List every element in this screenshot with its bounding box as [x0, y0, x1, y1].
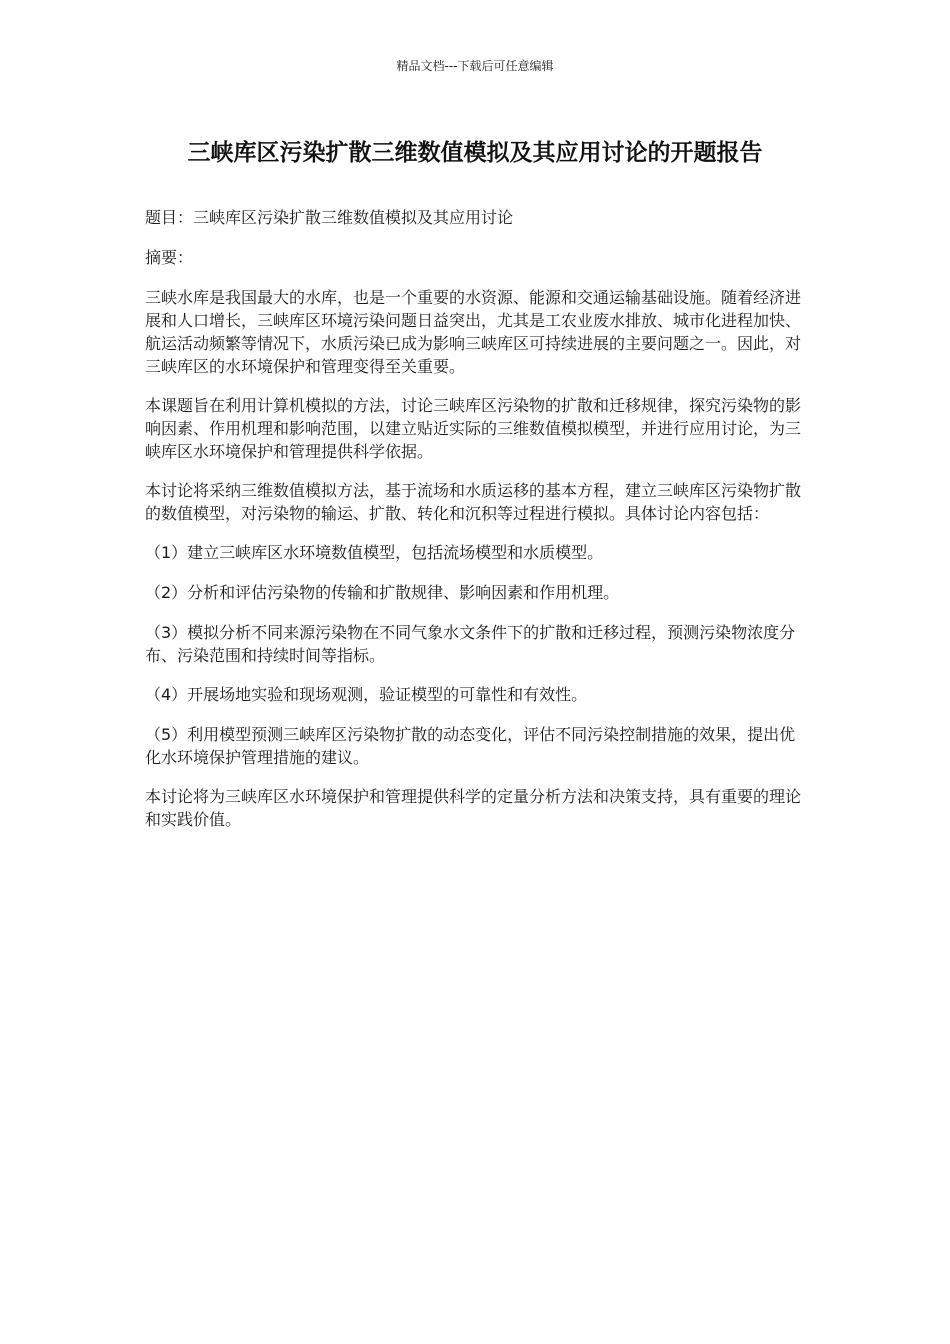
abstract-label: 摘要： [145, 248, 194, 267]
topic-line: 题目：三峡库区污染扩散三维数值模拟及其应用讨论 [145, 208, 514, 227]
header-note: 精品文档---下载后可任意编辑 [396, 59, 554, 73]
document-body [145, 206, 810, 847]
body-paragraph-conclusion: 本讨论将为三峡库区水环境保护和管理提供科学的定量分析方法和决策支持，具有重要的理论和实践价值。 [145, 787, 802, 829]
list-item: （4）开展场地实验和现场观测，验证模型的可靠性和有效性。 [145, 685, 588, 704]
list-item: （3）模拟分析不同来源污染物在不同气象水文条件下的扩散和迁移过程，预测污染物浓度分布、污染范围和持续时间等指标。 [145, 623, 796, 665]
list-item: （5）利用模型预测三峡库区污染物扩散的动态变化，评估不同污染控制措施的效果，提出优化水环境保护管理措施的建议。 [145, 725, 796, 767]
body-paragraph-background: 三峡水库是我国最大的水库，也是一个重要的水资源、能源和交通运输基础设施。随着经济进展和人口增长，三峡库区环境污染问题日益突出，尤其是工农业废水排放、城市化进程加快、航运活动频繁等情况下，水质污染已成为影响三峡库区可持续进展的主要问题之一。因此，对三峡库区的水环境保护和管理变得至关重要。 [145, 288, 802, 376]
body-paragraph-method: 本讨论将采纳三维数值模拟方法，基于流场和水质运移的基本方程，建立三峡库区污染物扩散的数值模型，对污染物的输运、扩散、转化和沉积等过程进行模拟。具体讨论内容包括： [145, 481, 802, 523]
list-item: （1）建立三峡库区水环境数值模型，包括流场模型和水质模型。 [145, 543, 604, 562]
document-title: 三峡库区污染扩散三维数值模拟及其应用讨论的开题报告 [187, 140, 763, 166]
body-paragraph-objective: 本课题旨在利用计算机模拟的方法，讨论三峡库区污染物的扩散和迁移规律，探究污染物的影响因素、作用机理和影响范围，以建立贴近实际的三维数值模拟模型，并进行应用讨论，为三峡库区水环境保护和管理提供科学依据。 [145, 396, 802, 461]
list-item: （2）分析和评估污染物的传输和扩散规律、影响因素和作用机理。 [145, 583, 620, 602]
